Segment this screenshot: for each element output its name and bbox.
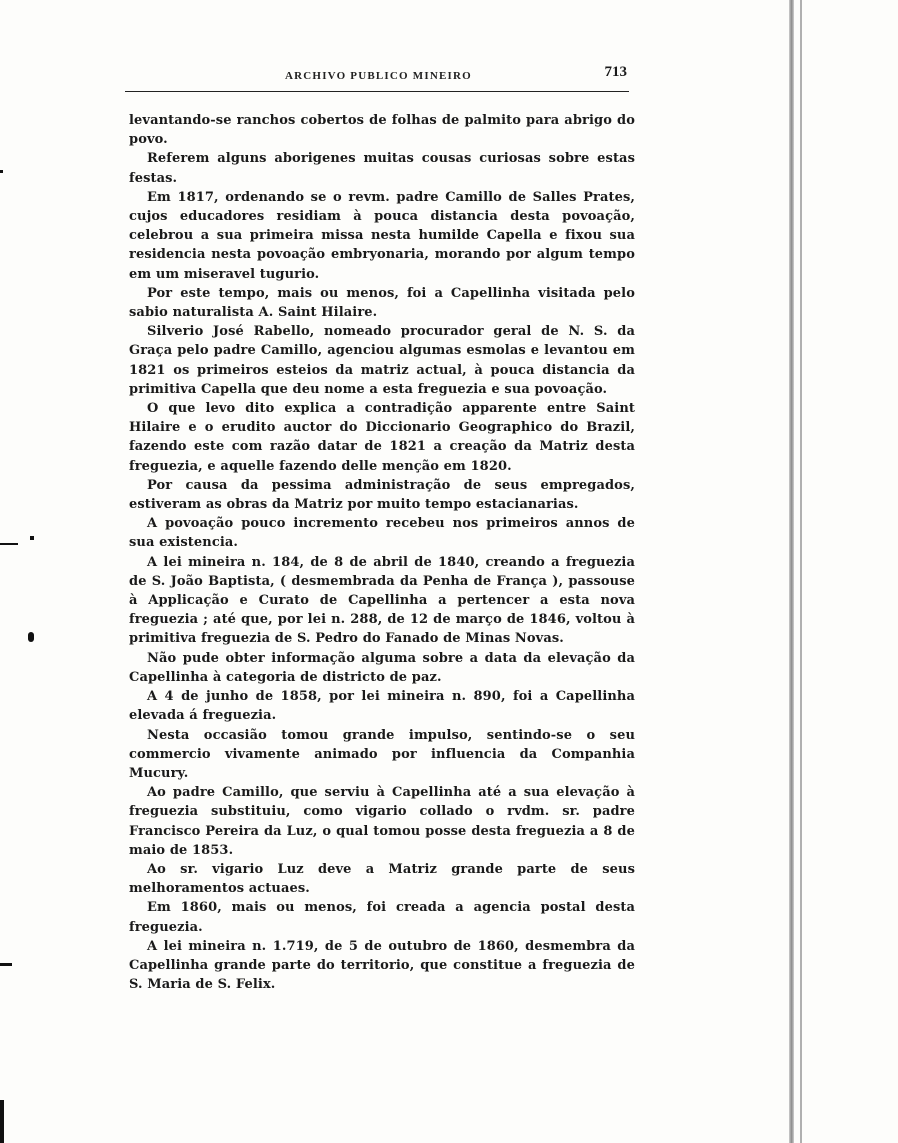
body-text [129,111,635,994]
paragraph: Por causa da pessima administração de seus empregados, estiveram as obras da Matriz por muito tempo estacianarias. [129,477,635,513]
page-number: 713 [604,64,627,80]
paragraph: Em 1860, mais ou menos, foi creada a agencia postal desta freguezia. [129,900,635,935]
scan-speck [30,536,34,540]
header-rule [125,91,629,92]
paragraph: Silverio José Rabello, nomeado procurador geral de N. S. da Graça pelo padre Camillo, agenciou algumas esmolas e levantou em 1821 os primeiros esteios da matriz actual, à pouca distancia da primitiva Capella que deu nome a esta freguezia e sua povoação. [129,324,635,397]
paragraph: A lei mineira n. 184, de 8 de abril de 1840, creando a freguezia de S. João Baptista, ( desmembrada da Penha de França ), passouse à Applicação e Curato de Capellinha a pertencer a esta nova freguezia ; até que, por lei n. 288, de 12 de março de 1846, voltou à primitiva freguezia de S. Pedro do Fanado de Minas Novas. [129,554,635,647]
scan-speck [0,170,3,173]
paragraph: A lei mineira n. 1.719, de 5 de outubro de 1860, desmembra da Capellinha grande parte do territorio, que constitue a freguezia de S. Maria de S. Felix. [129,938,635,993]
paragraph: Por este tempo, mais ou menos, foi a Capellinha visitada pelo sabio naturalista A. Saint Hilaire. [129,285,635,321]
scan-tick [0,543,18,545]
paragraph: A povoação pouco incremento recebeu nos primeiros annos de sua existencia. [129,516,635,551]
paragraph: Ao padre Camillo, que serviu à Capellinha até a sua elevação à freguezia substituiu, como vigario collado o rvdm. sr. padre Francisco Pereira da Luz, o qual tomou posse desta freguezia a 8 de maio de 1853. [129,785,635,858]
paragraph: Em 1817, ordenando se o revm. padre Camillo de Salles Prates, cujos educadores residiam à pouca distancia desta povoação, celebrou a sua primeira missa nesta humilde Capella e fixou sua residencia nesta povoação embryonaria, morando por algum tempo em um miseravel tugurio. [129,189,635,282]
scan-tick [0,963,12,966]
scan-blot [28,632,34,642]
paragraph: O que levo dito explica a contradição apparente entre Saint Hilaire e o erudito auctor do Diccionario Geographico do Brazil, fazendo este com razão datar de 1821 a creação da Matriz desta freguezia, e aquelle fazendo delle menção em 1820. [129,401,635,474]
paragraph: Não pude obter informação alguma sobre a data da elevação da Capellinha à categoria de districto de paz. [129,650,635,685]
paragraph: Referem alguns aborigenes muitas cousas curiosas sobre estas festas. [129,151,635,186]
scan-edge [0,1100,4,1143]
running-header [125,62,629,92]
paragraph: Ao sr. vigario Luz deve a Matriz grande parte de seus melhoramentos actuaes. [129,861,635,897]
paragraph: A 4 de junho de 1858, por lei mineira n. 890, foi a Capellinha elevada á freguezia. [129,689,635,724]
page-edge-line [800,0,802,1143]
header-title: ARCHIVO PUBLICO MINEIRO [285,70,472,82]
paragraph: Nesta occasião tomou grande impulso, sentindo-se o seu commercio vivamente animado por influencia da Companhia Mucury. [129,727,635,781]
paragraph: levantando-se ranchos cobertos de folhas de palmito para abrigo do povo. [129,113,635,148]
page-edge-shadow [789,0,794,1143]
